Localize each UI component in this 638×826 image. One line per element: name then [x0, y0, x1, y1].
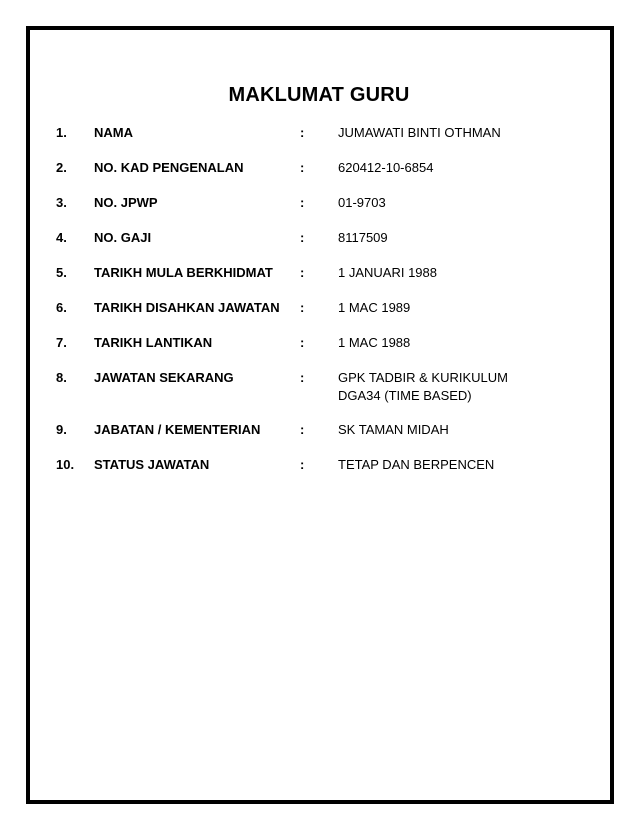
row-separator: :: [300, 195, 305, 210]
row-number: 10.: [56, 457, 75, 472]
row-separator: :: [300, 457, 305, 472]
row-value-line: GPK TADBIR & KURIKULUM: [338, 370, 508, 385]
row-value-line: 8117509: [338, 230, 388, 245]
row-value: [338, 421, 449, 439]
info-row: [56, 421, 576, 456]
row-value: [338, 229, 388, 247]
row-number: 6.: [56, 300, 67, 315]
row-value: [338, 264, 437, 282]
row-number: 9.: [56, 422, 67, 437]
info-row: [56, 229, 576, 264]
row-separator: :: [300, 125, 305, 140]
row-value: [338, 456, 494, 474]
row-separator: :: [300, 300, 305, 315]
row-number: 3.: [56, 195, 67, 210]
row-value-line: JUMAWATI BINTI OTHMAN: [338, 125, 501, 140]
info-row: [56, 369, 576, 421]
info-row: [56, 194, 576, 229]
row-value: [338, 194, 386, 212]
row-label: JAWATAN SEKARANG: [94, 370, 234, 385]
row-number: 2.: [56, 160, 67, 175]
row-separator: :: [300, 370, 305, 385]
row-value: [338, 334, 410, 352]
row-label: STATUS JAWATAN: [94, 457, 210, 472]
row-value: [338, 124, 501, 142]
info-row: [56, 264, 576, 299]
info-row: [56, 124, 576, 159]
row-label: NAMA: [94, 125, 133, 140]
row-value-line: 1 MAC 1989: [338, 300, 411, 315]
row-label: TARIKH MULA BERKHIDMAT: [94, 265, 273, 280]
row-label: JABATAN / KEMENTERIAN: [94, 422, 261, 437]
row-number: 8.: [56, 370, 67, 385]
document-title: MAKLUMAT GURU: [228, 84, 410, 106]
row-value: [338, 299, 410, 317]
row-value-line: 1 MAC 1988: [338, 335, 411, 350]
row-separator: :: [300, 335, 305, 350]
info-row: [56, 299, 576, 334]
row-label: TARIKH DISAHKAN JAWATAN: [94, 300, 280, 315]
row-value-line: 01-9703: [338, 195, 386, 210]
row-value-line: SK TAMAN MIDAH: [338, 422, 449, 437]
row-label: NO. JPWP: [94, 195, 158, 210]
row-number: 1.: [56, 125, 67, 140]
row-number: 5.: [56, 265, 67, 280]
row-separator: :: [300, 160, 305, 175]
info-row: [56, 456, 576, 491]
row-separator: :: [300, 230, 305, 245]
row-separator: :: [300, 265, 305, 280]
row-value: [338, 159, 433, 177]
teacher-info-list: [56, 124, 576, 491]
row-value: [338, 369, 508, 405]
row-number: 7.: [56, 335, 67, 350]
row-separator: :: [300, 422, 305, 437]
row-value-line: DGA34 (TIME BASED): [338, 388, 472, 403]
row-label: TARIKH LANTIKAN: [94, 335, 213, 350]
row-number: 4.: [56, 230, 67, 245]
row-value-line: 1 JANUARI 1988: [338, 265, 437, 280]
row-value-line: 620412-10-6854: [338, 160, 434, 175]
row-label: NO. GAJI: [94, 230, 152, 245]
row-value-line: TETAP DAN BERPENCEN: [338, 457, 495, 472]
info-row: [56, 334, 576, 369]
row-label: NO. KAD PENGENALAN: [94, 160, 244, 175]
info-row: [56, 159, 576, 194]
